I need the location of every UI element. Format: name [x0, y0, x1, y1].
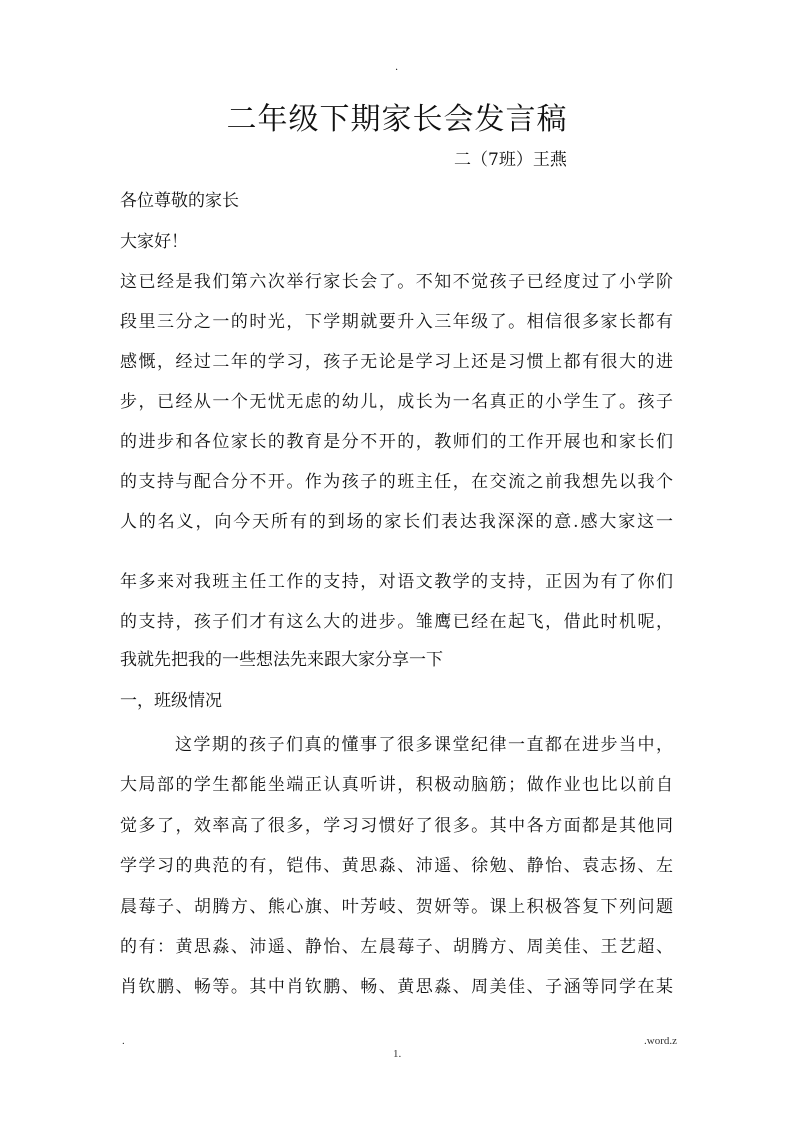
- section-heading: 一，班级情况: [120, 691, 222, 711]
- paragraph-line: 的支持，孩子们才有这么大的进步。雏鹰已经在起飞，借此时机呢，: [120, 612, 673, 632]
- paragraph-line: 的支持与配合分不开。作为孩子的班主任，在交流之前我想先以我个: [120, 472, 673, 492]
- paragraph-line: 年多来对我班主任工作的支持，对语文教学的支持，正因为有了你们: [120, 572, 673, 592]
- paragraph-line: 肖钦鹏、畅等。其中肖钦鹏、畅、黄思淼、周美佳、子涵等同学在某: [120, 977, 673, 997]
- paragraph-line: 我就先把我的一些想法先来跟大家分享一下: [120, 650, 443, 670]
- document-title: 二年级下期家长会发言稿: [226, 102, 568, 137]
- paragraph-line: 感慨，经过二年的学习，孩子无论是学习上还是习惯上都有很大的进: [120, 352, 673, 372]
- greeting: 大家好！: [120, 232, 188, 252]
- page-number: 1.: [393, 1048, 402, 1060]
- paragraph-line: 人的名义，向今天所有的到场的家长们表达我深深的意.感大家这一: [120, 512, 673, 532]
- paragraph-line: 大局部的学生都能坐端正认真听讲，积极动脑筋；做作业也比以前自: [120, 775, 673, 795]
- paragraph-line: 这已经是我们第六次举行家长会了。不知不觉孩子已经度过了小学阶: [120, 272, 673, 292]
- paragraph-line: 的进步和各位家长的教育是分不开的，教师们的工作开展也和家长们: [120, 432, 673, 452]
- header-dot: .: [395, 62, 399, 73]
- paragraph-line: 觉多了，效率高了很多，学习习惯好了很多。其中各方面都是其他同: [120, 816, 673, 836]
- paragraph-line: 晨莓子、胡腾方、熊心旗、叶芳岐、贺妍等。课上积极答复下列问题: [120, 897, 673, 917]
- author-line: 二（7班）王燕: [454, 150, 567, 170]
- salutation: 各位尊敬的家长: [120, 191, 239, 211]
- paragraph-line: 段里三分之一的时光，下学期就要升入三年级了。相信很多家长都有: [120, 312, 673, 332]
- paragraph-line: 这学期的孩子们真的懂事了很多课堂纪律一直都在进步当中，: [175, 735, 673, 755]
- paragraph-line: 步，已经从一个无忧无虑的幼儿，成长为一名真正的小学生了。孩子: [120, 392, 673, 412]
- footer-left-dot: .: [122, 1035, 125, 1047]
- footer-watermark-text: .word.z: [644, 1035, 677, 1047]
- paragraph-line: 的有：黄思淼、沛遥、静怡、左晨莓子、胡腾方、周美佳、王艺超、: [120, 937, 673, 957]
- paragraph-line: 学学习的典范的有，铠伟、黄思淼、沛遥、徐勉、静怡、袁志扬、左: [120, 856, 673, 876]
